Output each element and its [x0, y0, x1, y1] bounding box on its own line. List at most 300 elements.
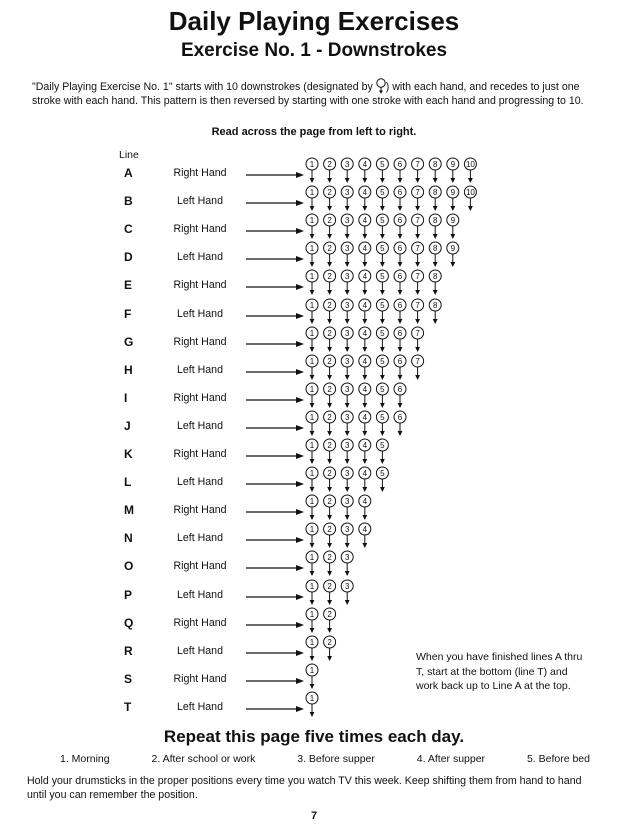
svg-text:1: 1 — [309, 637, 315, 647]
row-letter: D — [124, 250, 133, 265]
downstroke-symbol-icon — [324, 551, 336, 576]
downstroke-symbol-icon — [359, 355, 371, 380]
downstroke-symbol-icon — [376, 383, 388, 408]
svg-text:2: 2 — [327, 609, 332, 619]
svg-text:7: 7 — [415, 356, 420, 366]
svg-text:6: 6 — [397, 412, 403, 422]
svg-text:4: 4 — [362, 160, 368, 169]
row-hand-label: Right Hand — [173, 167, 227, 179]
svg-text:2: 2 — [327, 356, 332, 366]
downstroke-symbol-icon — [429, 214, 441, 239]
line-column-header: Line — [119, 149, 139, 161]
downstroke-symbol-icon — [376, 439, 388, 464]
svg-text:2: 2 — [327, 300, 332, 310]
right-arrow-icon — [246, 509, 304, 515]
downstroke-symbol-icon — [306, 551, 318, 576]
svg-text:8: 8 — [432, 216, 438, 226]
row-hand-label: Left Hand — [177, 476, 223, 489]
downstroke-symbol-icon — [324, 158, 336, 183]
downstroke-symbol-icon — [341, 495, 353, 520]
downstroke-symbol-icon — [306, 580, 318, 605]
svg-text:1: 1 — [309, 525, 315, 535]
downstroke-symbol-icon — [324, 214, 336, 239]
row-letter: O — [124, 559, 134, 574]
svg-text:1: 1 — [309, 581, 315, 591]
right-arrow-icon — [246, 313, 304, 319]
svg-text:1: 1 — [309, 328, 315, 338]
svg-text:1: 1 — [309, 469, 315, 479]
svg-text:4: 4 — [362, 356, 368, 366]
downstroke-symbol-icon — [394, 383, 406, 408]
svg-text:2: 2 — [327, 216, 332, 226]
downstroke-sequence — [304, 269, 504, 299]
intro-paragraph — [32, 78, 598, 108]
practice-time-item: 5. Before bed — [526, 753, 590, 765]
downstroke-symbol-icon — [412, 299, 424, 324]
svg-text:3: 3 — [344, 441, 350, 450]
svg-text:4: 4 — [362, 328, 368, 338]
downstroke-symbol-icon — [324, 242, 336, 267]
row-letter: Q — [124, 615, 134, 630]
downstroke-symbol-icon — [324, 411, 336, 436]
svg-text:4: 4 — [362, 525, 368, 535]
downstroke-symbol-icon — [341, 411, 353, 436]
svg-text:2: 2 — [327, 244, 332, 254]
downstroke-symbol-icon — [447, 214, 459, 239]
svg-text:4: 4 — [362, 469, 368, 479]
reverse-instruction-note: When you have finished lines A thru T, start at the bottom (line T) and work back up to Line A at the top. — [416, 651, 583, 692]
svg-text:5: 5 — [380, 441, 385, 450]
downstroke-symbol-icon — [306, 495, 318, 520]
svg-text:3: 3 — [344, 272, 350, 282]
exercise-row — [0, 693, 628, 728]
right-arrow-icon — [246, 453, 304, 459]
row-hand-label: Right Hand — [173, 504, 227, 517]
svg-text:2: 2 — [327, 553, 332, 563]
downstroke-symbol-icon — [324, 467, 336, 492]
downstroke-symbol-icon — [394, 158, 406, 183]
downstroke-symbol-icon — [306, 692, 318, 717]
right-arrow-icon — [246, 369, 304, 375]
row-letter: E — [124, 278, 133, 293]
svg-text:4: 4 — [362, 216, 368, 226]
svg-text:3: 3 — [344, 469, 350, 479]
svg-text:7: 7 — [415, 328, 420, 338]
downstroke-symbol-icon — [412, 186, 424, 211]
downstroke-symbol-icon — [359, 158, 371, 183]
downstroke-symbol-icon — [306, 383, 318, 408]
downstroke-sequence — [304, 185, 504, 215]
svg-text:3: 3 — [344, 188, 350, 198]
downstroke-symbol-icon — [324, 580, 336, 605]
downstroke-symbol-icon — [464, 158, 476, 183]
svg-text:9: 9 — [450, 188, 456, 198]
downstroke-symbol-icon — [376, 467, 388, 492]
row-letter: F — [124, 306, 132, 321]
row-hand-label: Right Hand — [173, 335, 227, 348]
right-arrow-icon — [246, 256, 304, 262]
svg-text:1: 1 — [309, 356, 315, 366]
svg-text:4: 4 — [362, 300, 368, 310]
svg-text:7: 7 — [415, 188, 420, 198]
intro-text-end: ) with each hand, and recedes to just one stroke with each hand. This pattern is then reversed by starting with one stroke with each hand and progressing to 10. — [32, 81, 584, 107]
downstroke-symbol-icon — [341, 383, 353, 408]
downstroke-symbol-icon — [429, 270, 441, 295]
right-arrow-icon — [246, 284, 304, 290]
downstroke-sequence — [304, 382, 504, 412]
svg-text:7: 7 — [415, 300, 420, 310]
svg-text:6: 6 — [397, 216, 403, 226]
downstroke-symbol-icon — [376, 270, 388, 295]
right-arrow-icon — [246, 706, 304, 712]
downstroke-symbol-icon — [376, 78, 386, 94]
downstroke-symbol-icon — [341, 580, 353, 605]
svg-text:8: 8 — [432, 300, 438, 310]
svg-text:3: 3 — [344, 244, 350, 254]
downstroke-sequence — [304, 213, 504, 243]
downstroke-symbol-icon — [306, 214, 318, 239]
svg-text:4: 4 — [362, 384, 368, 394]
right-arrow-icon — [246, 425, 304, 431]
downstroke-symbol-icon — [359, 523, 371, 548]
svg-text:3: 3 — [344, 160, 350, 169]
svg-text:6: 6 — [397, 160, 403, 169]
downstroke-symbol-icon — [324, 355, 336, 380]
right-arrow-icon — [246, 228, 304, 234]
row-hand-label: Left Hand — [177, 363, 223, 376]
downstroke-symbol-icon — [341, 158, 353, 183]
row-letter: S — [124, 671, 133, 686]
right-arrow-icon — [246, 678, 304, 684]
svg-text:3: 3 — [344, 216, 350, 226]
downstroke-sequence — [304, 410, 504, 440]
svg-text:2: 2 — [327, 581, 332, 591]
downstroke-symbol-icon — [447, 158, 459, 183]
row-hand-label: Right Hand — [173, 560, 227, 573]
row-letter: R — [124, 643, 133, 658]
downstroke-symbol-icon — [447, 186, 459, 211]
downstroke-symbol-icon — [324, 299, 336, 324]
downstroke-symbol-icon — [306, 327, 318, 352]
svg-text:4: 4 — [362, 497, 368, 507]
svg-text:1: 1 — [309, 441, 315, 450]
downstroke-symbol-icon — [394, 355, 406, 380]
svg-text:2: 2 — [327, 525, 332, 535]
downstroke-symbol-icon — [306, 299, 318, 324]
svg-text:2: 2 — [327, 637, 332, 647]
downstroke-sequence — [304, 579, 504, 609]
row-hand-label: Left Hand — [177, 307, 223, 320]
downstroke-symbol-icon — [324, 439, 336, 464]
svg-text:3: 3 — [344, 525, 350, 535]
svg-text:4: 4 — [362, 188, 368, 198]
svg-text:3: 3 — [344, 384, 350, 394]
downstroke-symbol-icon — [359, 495, 371, 520]
downstroke-sequence — [304, 494, 504, 524]
svg-text:7: 7 — [415, 160, 420, 169]
downstroke-symbol-icon — [324, 383, 336, 408]
svg-text:4: 4 — [362, 244, 368, 254]
svg-text:5: 5 — [380, 272, 385, 282]
downstroke-symbol-icon — [306, 664, 318, 689]
downstroke-sequence — [304, 550, 504, 580]
downstroke-symbol-icon — [376, 411, 388, 436]
downstroke-symbol-icon — [306, 467, 318, 492]
svg-text:6: 6 — [397, 384, 403, 394]
practice-time-item: 2. After school or work — [151, 753, 256, 765]
row-letter: J — [124, 418, 131, 433]
exercise-subtitle: Exercise No. 1 - Downstrokes — [180, 40, 448, 61]
downstroke-symbol-icon — [376, 242, 388, 267]
downstroke-symbol-icon — [341, 242, 353, 267]
downstroke-symbol-icon — [341, 523, 353, 548]
downstroke-symbol-icon — [341, 467, 353, 492]
downstroke-symbol-icon — [341, 186, 353, 211]
svg-text:1: 1 — [309, 272, 315, 282]
downstroke-symbol-icon — [412, 355, 424, 380]
downstroke-symbol-icon — [429, 158, 441, 183]
downstroke-sequence — [304, 522, 504, 552]
downstroke-symbol-icon — [376, 214, 388, 239]
svg-text:6: 6 — [397, 188, 403, 198]
row-hand-label: Right Hand — [173, 223, 227, 236]
svg-text:3: 3 — [344, 412, 350, 422]
svg-text:9: 9 — [450, 160, 456, 169]
svg-text:5: 5 — [380, 469, 385, 479]
svg-text:5: 5 — [380, 244, 385, 254]
right-arrow-icon — [246, 594, 304, 600]
right-arrow-icon — [246, 481, 304, 487]
row-letter: C — [124, 222, 133, 237]
downstroke-symbol-icon — [324, 636, 336, 661]
svg-text:1: 1 — [309, 244, 315, 254]
downstroke-symbol-icon — [394, 214, 406, 239]
svg-text:3: 3 — [344, 581, 350, 591]
svg-text:3: 3 — [344, 300, 350, 310]
practice-times — [60, 753, 590, 765]
svg-text:5: 5 — [380, 160, 385, 169]
downstroke-symbol-icon — [359, 242, 371, 267]
row-hand-label: Left Hand — [177, 532, 223, 545]
svg-text:1: 1 — [309, 188, 315, 198]
downstroke-symbol-icon — [306, 411, 318, 436]
downstroke-sequence — [304, 326, 504, 356]
svg-text:3: 3 — [344, 497, 350, 507]
practice-time-item: 1. Morning — [60, 753, 110, 765]
downstroke-symbol-icon — [341, 214, 353, 239]
svg-text:2: 2 — [327, 469, 332, 479]
downstroke-symbol-icon — [412, 327, 424, 352]
downstroke-symbol-icon — [394, 327, 406, 352]
svg-text:3: 3 — [344, 553, 350, 563]
svg-text:6: 6 — [397, 300, 403, 310]
row-hand-label: Right Hand — [173, 672, 227, 685]
row-hand-label: Left Hand — [177, 419, 223, 432]
downstroke-symbol-icon — [412, 158, 424, 183]
downstroke-symbol-icon — [394, 186, 406, 211]
downstroke-symbol-icon — [394, 242, 406, 267]
downstroke-symbol-icon — [341, 327, 353, 352]
row-letter: L — [124, 475, 132, 490]
svg-text:2: 2 — [327, 272, 332, 282]
downstroke-symbol-icon — [412, 214, 424, 239]
right-arrow-icon — [246, 537, 304, 543]
svg-text:6: 6 — [397, 328, 403, 338]
right-arrow-icon — [246, 622, 304, 628]
downstroke-symbol-icon — [324, 270, 336, 295]
downstroke-symbol-icon — [306, 523, 318, 548]
svg-text:2: 2 — [327, 441, 332, 450]
svg-text:1: 1 — [309, 553, 315, 563]
downstroke-symbol-icon — [394, 299, 406, 324]
downstroke-symbol-icon — [359, 186, 371, 211]
right-arrow-icon — [246, 172, 304, 178]
downstroke-sequence — [304, 354, 504, 384]
svg-text:1: 1 — [309, 693, 315, 703]
row-hand-label: Left Hand — [177, 588, 223, 601]
downstroke-symbol-icon — [341, 299, 353, 324]
downstroke-symbol-icon — [359, 270, 371, 295]
downstroke-symbol-icon — [341, 551, 353, 576]
downstroke-symbol-icon — [341, 270, 353, 295]
downstroke-sequence — [304, 607, 504, 637]
downstroke-symbol-icon — [376, 355, 388, 380]
row-letter: T — [124, 699, 132, 714]
svg-text:3: 3 — [344, 356, 350, 366]
repeat-heading: Repeat this page five times each day. — [163, 727, 465, 746]
row-letter: K — [124, 447, 133, 461]
downstroke-symbol-icon — [306, 439, 318, 464]
downstroke-symbol-icon — [359, 439, 371, 464]
svg-text:2: 2 — [327, 160, 332, 169]
row-letter: B — [124, 194, 133, 209]
downstroke-symbol-icon — [412, 270, 424, 295]
row-letter: G — [124, 334, 134, 349]
svg-text:2: 2 — [327, 497, 332, 507]
practice-time-item: 3. Before supper — [297, 753, 375, 765]
downstroke-symbol-icon — [324, 523, 336, 548]
downstroke-sequence — [304, 241, 504, 271]
svg-text:10: 10 — [465, 188, 475, 198]
svg-text:2: 2 — [327, 384, 332, 394]
svg-text:6: 6 — [397, 244, 403, 254]
row-hand-label: Right Hand — [173, 279, 227, 292]
svg-text:5: 5 — [380, 384, 385, 394]
downstroke-symbol-icon — [306, 636, 318, 661]
downstroke-symbol-icon — [341, 439, 353, 464]
svg-text:8: 8 — [432, 160, 438, 169]
row-hand-label: Left Hand — [177, 700, 223, 713]
row-letter: P — [124, 587, 133, 602]
row-letter: H — [124, 362, 133, 377]
svg-text:5: 5 — [380, 216, 385, 226]
svg-text:7: 7 — [415, 244, 420, 254]
svg-text:1: 1 — [309, 412, 315, 422]
practice-time-item: 4. After supper — [416, 753, 486, 765]
right-arrow-icon — [246, 650, 304, 656]
intro-text-start: "Daily Playing Exercise No. 1" starts with 10 downstrokes (designated by — [32, 81, 376, 93]
right-arrow-icon — [246, 397, 304, 403]
svg-text:2: 2 — [327, 412, 332, 422]
downstroke-symbol-icon — [324, 495, 336, 520]
svg-text:4: 4 — [362, 441, 368, 450]
downstroke-symbol-icon — [376, 186, 388, 211]
svg-text:2: 2 — [327, 328, 332, 338]
svg-text:4: 4 — [362, 272, 368, 282]
svg-text:7: 7 — [415, 216, 420, 226]
downstroke-symbol-icon — [464, 186, 476, 211]
svg-text:6: 6 — [397, 356, 403, 366]
svg-text:1: 1 — [309, 609, 315, 619]
downstroke-symbol-icon — [341, 355, 353, 380]
downstroke-symbol-icon — [359, 467, 371, 492]
downstroke-symbol-icon — [429, 242, 441, 267]
right-arrow-icon — [246, 341, 304, 347]
downstroke-symbol-icon — [306, 158, 318, 183]
downstroke-symbol-icon — [376, 327, 388, 352]
svg-text:5: 5 — [380, 188, 385, 198]
svg-text:10: 10 — [465, 160, 475, 169]
downstroke-symbol-icon — [306, 608, 318, 633]
svg-text:1: 1 — [309, 665, 315, 675]
downstroke-symbol-icon — [359, 383, 371, 408]
svg-text:5: 5 — [380, 328, 385, 338]
downstroke-symbol-icon — [429, 299, 441, 324]
row-hand-label: Left Hand — [177, 644, 223, 657]
svg-text:8: 8 — [432, 244, 438, 254]
downstroke-symbol-icon — [324, 186, 336, 211]
row-letter: N — [124, 531, 133, 546]
downstroke-symbol-icon — [359, 299, 371, 324]
downstroke-sequence — [304, 438, 504, 468]
downstroke-symbol-icon — [324, 608, 336, 633]
downstroke-symbol-icon — [376, 158, 388, 183]
svg-text:1: 1 — [309, 384, 315, 394]
row-hand-label: Left Hand — [177, 251, 223, 264]
downstroke-symbol-icon — [359, 411, 371, 436]
right-arrow-icon — [246, 565, 304, 571]
right-arrow-icon — [246, 200, 304, 206]
row-hand-label: Right Hand — [173, 448, 227, 460]
downstroke-symbol-icon — [429, 186, 441, 211]
downstroke-symbol-icon — [447, 242, 459, 267]
svg-text:9: 9 — [450, 244, 456, 254]
page-title: Daily Playing Exercises — [168, 6, 460, 36]
row-hand-label: Left Hand — [177, 195, 223, 208]
svg-text:5: 5 — [380, 412, 385, 422]
svg-text:2: 2 — [327, 188, 332, 198]
svg-text:3: 3 — [344, 328, 350, 338]
downstroke-symbol-icon — [306, 270, 318, 295]
row-letter: M — [124, 503, 134, 518]
svg-text:8: 8 — [432, 272, 438, 282]
svg-text:1: 1 — [309, 160, 315, 169]
downstroke-symbol-icon — [359, 214, 371, 239]
svg-text:9: 9 — [450, 216, 456, 226]
row-letter: I — [124, 390, 128, 405]
page-number: 7 — [310, 810, 318, 822]
downstroke-symbol-icon — [306, 355, 318, 380]
svg-text:4: 4 — [362, 412, 368, 422]
read-instruction: Read across the page from left to right. — [211, 126, 417, 138]
downstroke-symbol-icon — [324, 327, 336, 352]
svg-text:5: 5 — [380, 356, 385, 366]
downstroke-sequence — [304, 298, 504, 328]
downstroke-symbol-icon — [376, 299, 388, 324]
downstroke-symbol-icon — [394, 411, 406, 436]
svg-text:1: 1 — [309, 216, 315, 226]
downstroke-sequence — [304, 157, 504, 187]
